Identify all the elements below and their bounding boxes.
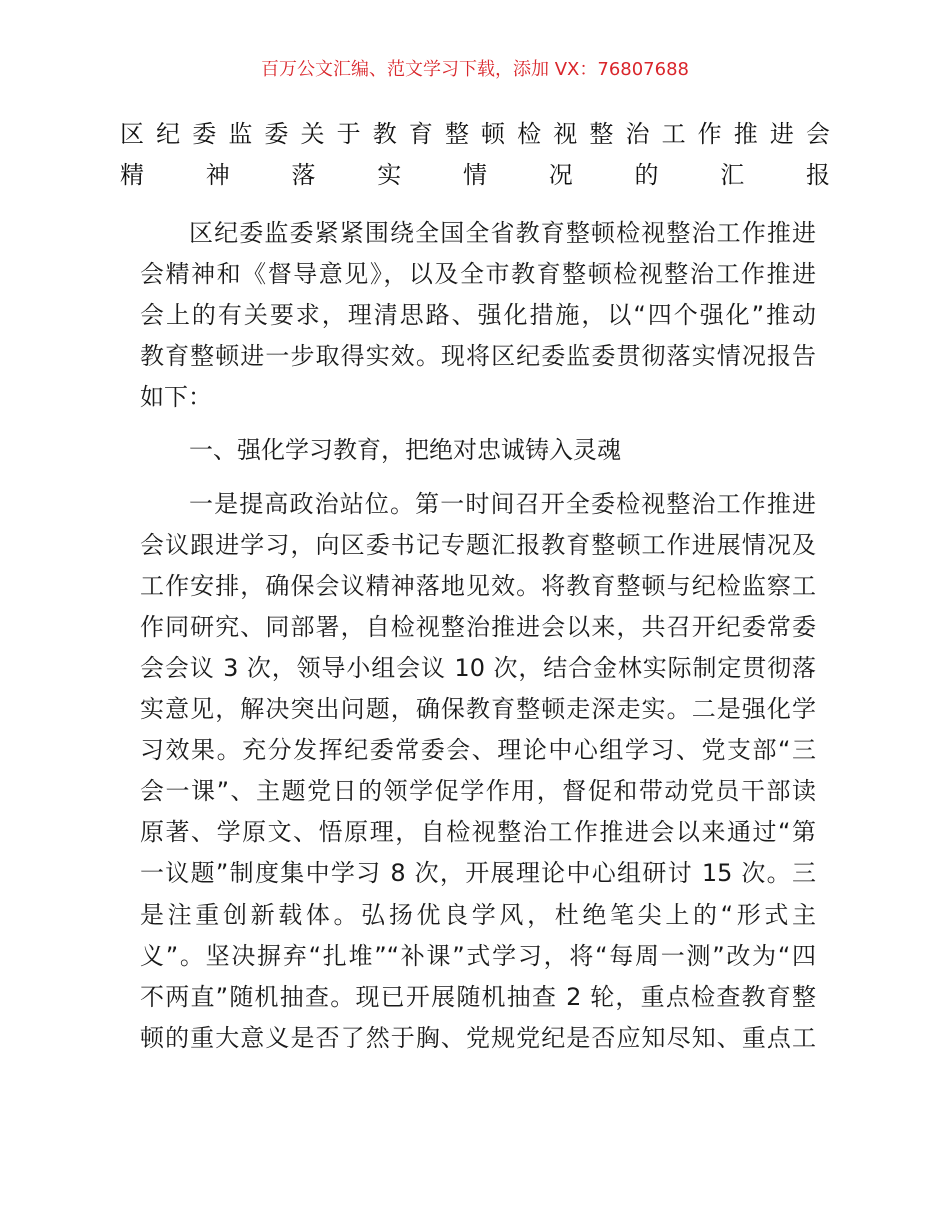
paragraph-line: 作同研究、同部署，自检视整治推进会以来，共召开纪委常委 (140, 612, 816, 641)
paragraph-line: 区纪委监委紧紧围绕全国全省教育整顿检视整治工作推进 (189, 219, 816, 247)
paragraph-line: 教育整顿进一步取得实效。现将区纪委监委贯彻落实情况报告 (140, 342, 816, 371)
paragraph-line: 习效果。充分发挥纪委常委会、理论中心组学习、党支部“三 (140, 736, 816, 765)
paragraph-line: 会一课”、主题党日的领学促学作用，督促和带动党员干部读 (140, 777, 816, 806)
document-title (120, 114, 830, 196)
paragraph-line: 一议题”制度集中学习 8 次，开展理论中心组研讨 15 次。三 (140, 859, 816, 888)
paragraph-line: 原著、学原文、悟原理，自检视整治工作推进会以来通过“第 (140, 818, 816, 847)
section-heading (140, 430, 816, 471)
document-body (140, 213, 816, 1059)
paragraph-line: 会上的有关要求，理清思路、强化措施，以“四个强化”推动 (140, 301, 816, 330)
paragraph-line: 会会议 3 次，领导小组会议 10 次，结合金林实际制定贯彻落 (140, 653, 816, 682)
paragraph-intro (140, 213, 816, 418)
paragraph-line: 如下： (140, 383, 212, 412)
header-note: 百万公文汇编、范文学习下载，添加 VX：76807688 (261, 59, 689, 80)
paragraph-line: 一是提高政治站位。第一时间召开全委检视整治工作推进 (189, 489, 816, 518)
paragraph-line: 不两直”随机抽查。现已开展随机抽查 2 轮，重点检查教育整 (140, 982, 816, 1011)
paragraph-line: 会精神和《督导意见》，以及全市教育整顿检视整治工作推进 (140, 260, 816, 289)
paragraph-line: 顿的重大意义是否了然于胸、党规党纪是否应知尽知、重点工 (140, 1023, 816, 1052)
section-heading-line: 一、强化学习教育，把绝对忠诚铸入灵魂 (189, 436, 621, 465)
paragraph-line: 义”。坚决摒弃“扎堆”“补课”式学习，将“每周一测”改为“四 (140, 941, 816, 970)
paragraph-section-1 (140, 484, 816, 1059)
paragraph-line: 会议跟进学习，向区委书记专题汇报教育整顿工作进展情况及 (140, 530, 816, 559)
title-line-1: 区纪委监委关于教育整顿检视整治工作推进会 (120, 120, 830, 148)
title-line-2: 精神落实情况的汇报 (120, 161, 830, 190)
paragraph-line: 工作安排，确保会议精神落地见效。将教育整顿与纪检监察工 (140, 571, 816, 600)
paragraph-line: 是注重创新载体。弘扬优良学风，杜绝笔尖上的“形式主 (140, 900, 816, 929)
paragraph-line: 实意见，解决突出问题，确保教育整顿走深走实。二是强化学 (140, 695, 816, 724)
